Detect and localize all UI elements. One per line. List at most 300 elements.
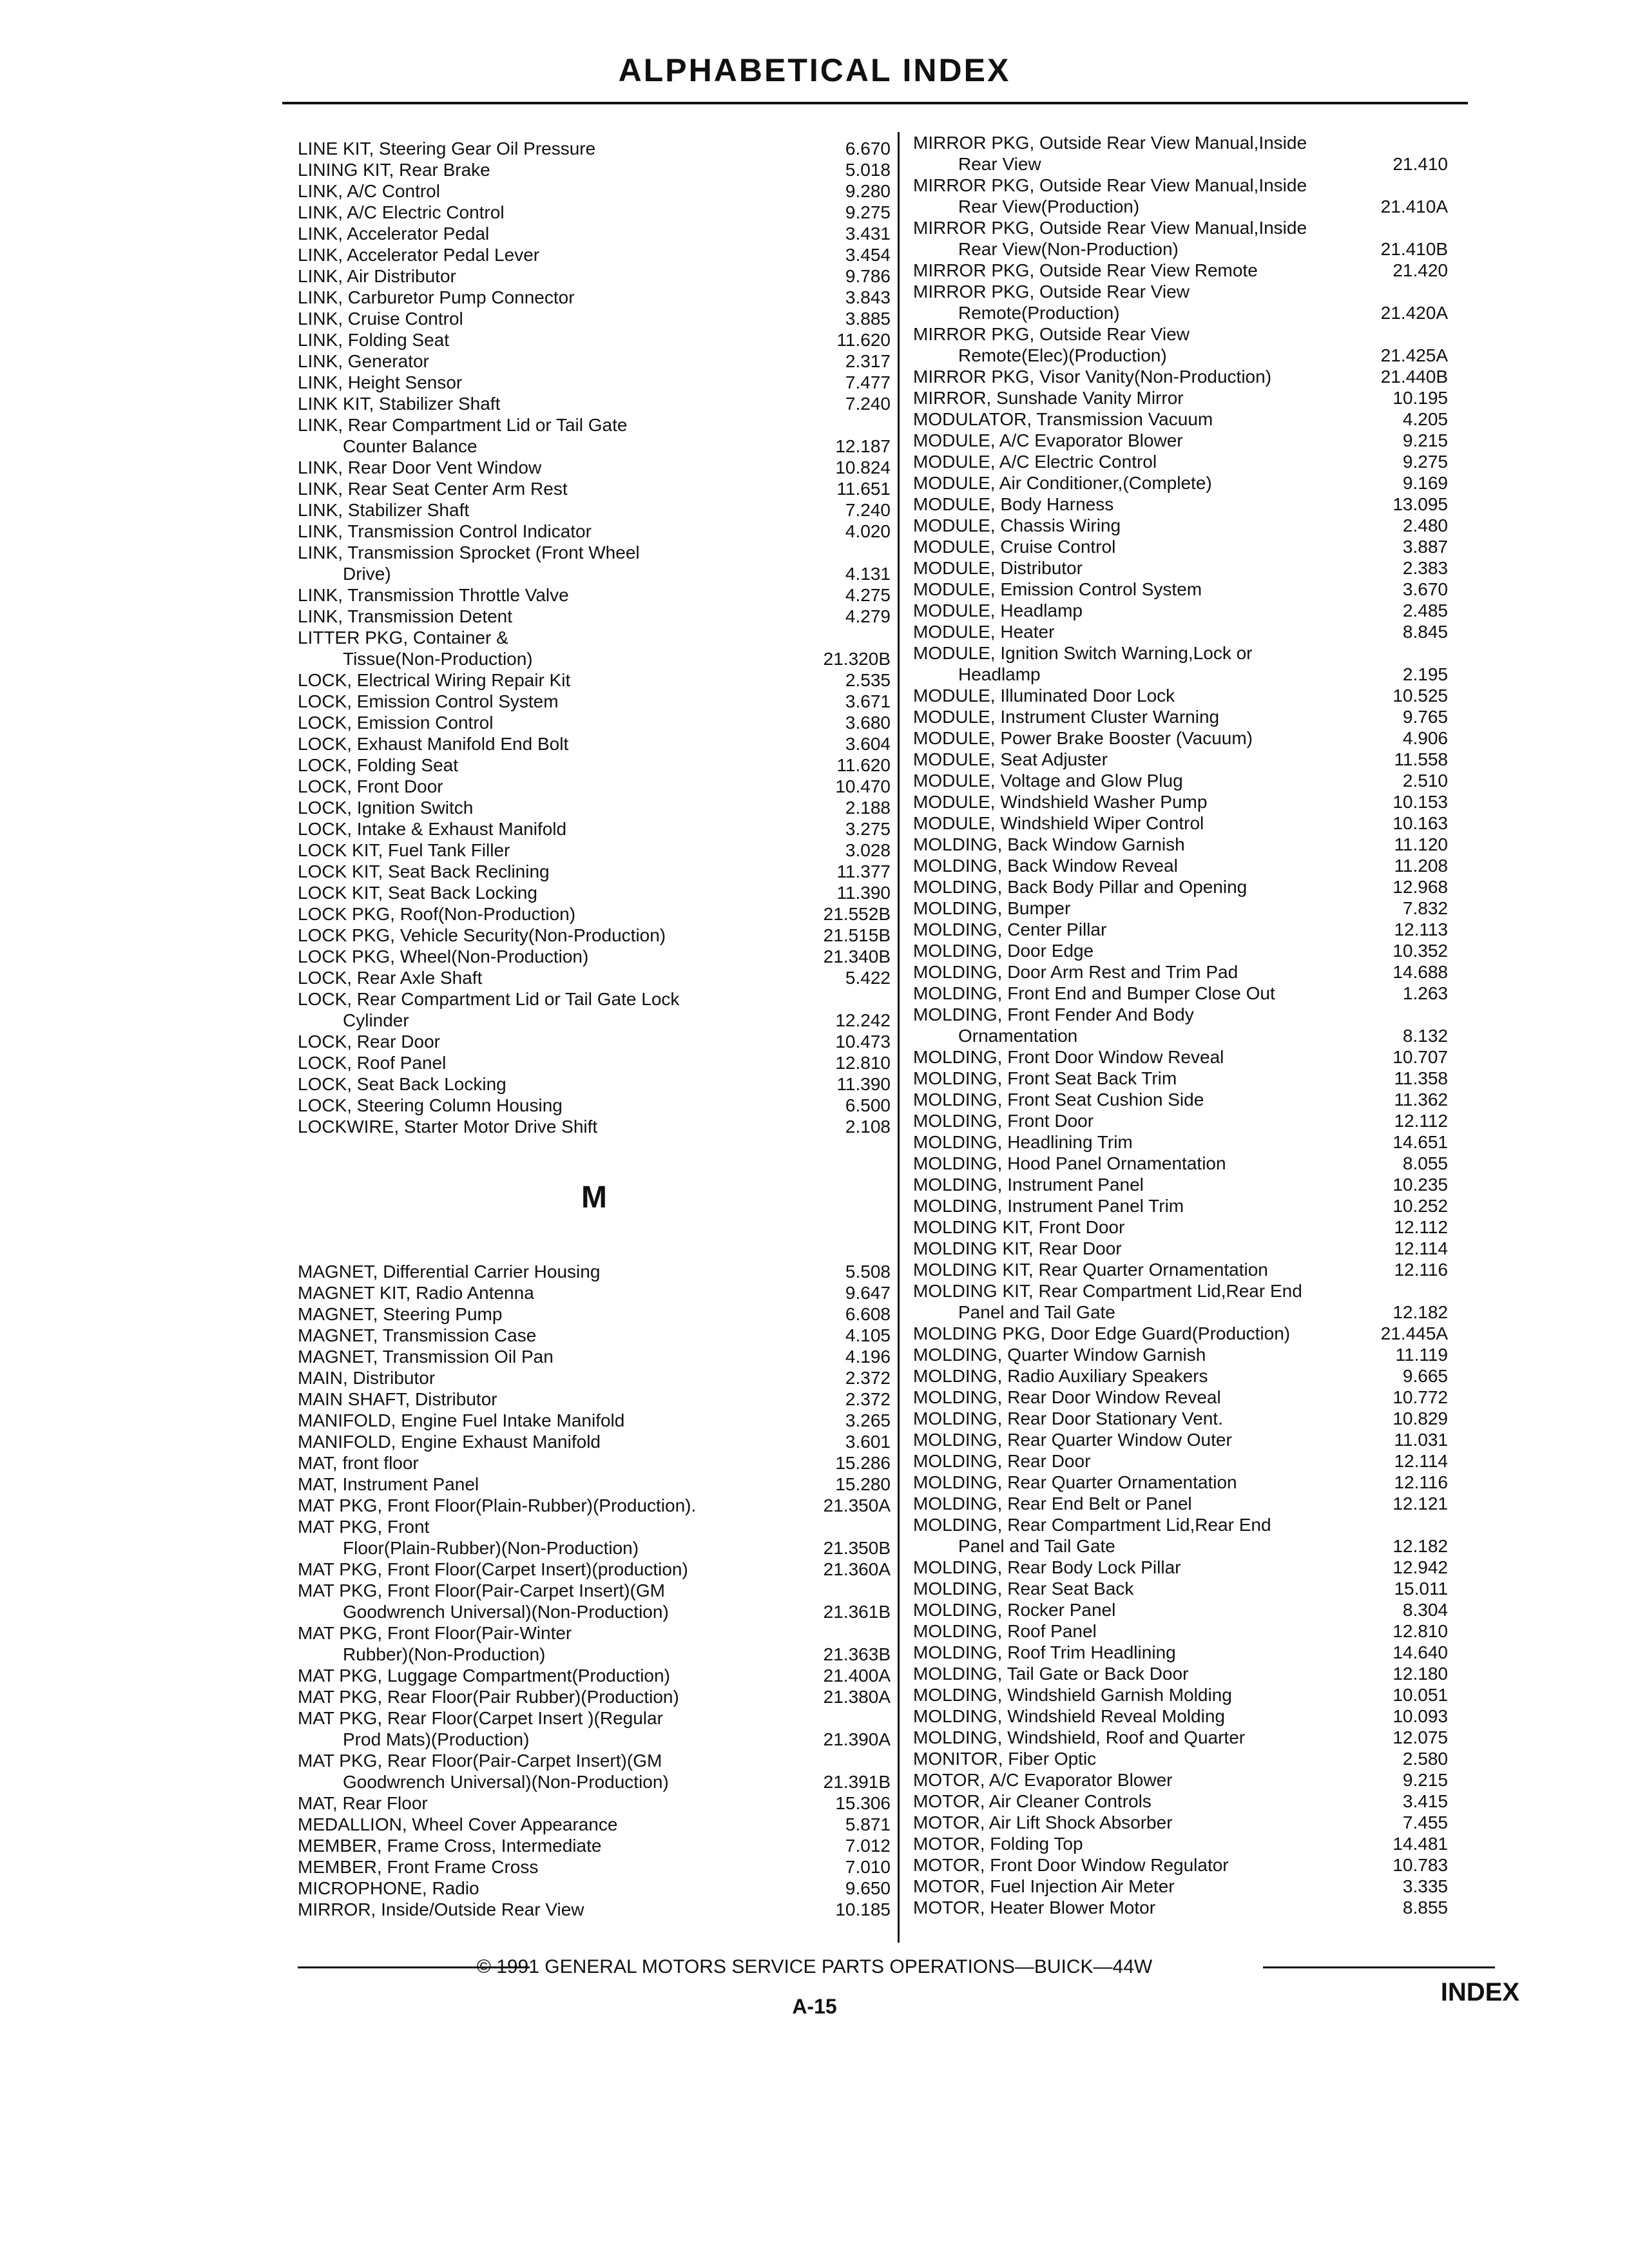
index-entry: [298, 1686, 891, 1707]
index-entry: [298, 1303, 891, 1325]
index-entry: [913, 1791, 1448, 1812]
index-entry-term: LINK, Rear Compartment Lid or Tail Gate: [298, 415, 628, 435]
index-entry: [913, 1620, 1448, 1642]
index-entry-page-ref: 21.440B: [1380, 367, 1448, 387]
index-entry: [913, 451, 1448, 472]
index-entry-term-continued: Panel and Tail Gate: [958, 1302, 1115, 1322]
index-entry: [298, 1325, 891, 1346]
index-entry-term: LINE KIT, Steering Gear Oil Pressure: [298, 139, 596, 159]
index-entry-page-ref: 21.350A: [823, 1495, 891, 1515]
index-entry: [298, 1073, 891, 1095]
index-entry-term: MOLDING KIT, Rear Door: [913, 1238, 1122, 1258]
index-entry: [298, 1389, 891, 1410]
index-entry-term: LOCK, Exhaust Manifold End Bolt: [298, 734, 569, 754]
index-entry: [913, 1174, 1448, 1195]
index-entry-term: LINK, A/C Control: [298, 181, 440, 201]
index-entry-page-ref: 8.304: [1402, 1600, 1448, 1620]
index-entry: [298, 1431, 891, 1452]
index-entry-page-ref: 2.372: [845, 1389, 891, 1409]
index-entry-page-ref: 21.445A: [1380, 1323, 1448, 1343]
index-entry-page-ref: 11.031: [1394, 1430, 1448, 1450]
index-entry: [913, 621, 1448, 642]
index-entry: [913, 1727, 1448, 1748]
index-entry-term: MAT, Instrument Panel: [298, 1474, 479, 1494]
index-entry-page-ref: 11.358: [1394, 1068, 1448, 1088]
index-entry: [298, 1367, 891, 1389]
index-entry-page-ref: 3.887: [1402, 537, 1448, 557]
index-entry-page-ref: 2.383: [1402, 558, 1448, 578]
index-entry-page-ref: 6.500: [845, 1095, 891, 1115]
index-entry-page-ref: 11.620: [836, 755, 891, 775]
index-entry-term: MODULE, Windshield Washer Pump: [913, 792, 1208, 812]
index-entry-page-ref: 12.810: [835, 1053, 891, 1073]
index-entry-page-ref: 21.410B: [1380, 239, 1448, 259]
index-entry-page-ref: 12.968: [1393, 877, 1448, 897]
index-entry-term: LOCK, Folding Seat: [298, 755, 459, 775]
index-entry-page-ref: 3.670: [1402, 579, 1448, 599]
index-entry: [298, 1878, 891, 1899]
index-entry: [913, 855, 1448, 876]
index-entry: [298, 627, 891, 669]
index-entry-term: MIRROR PKG, Visor Vanity(Non-Production): [913, 367, 1272, 387]
index-entry-term-continued: Goodwrench Universal)(Non-Production): [343, 1602, 669, 1622]
index-entry-page-ref: 1.263: [1402, 983, 1448, 1003]
index-entry-page-ref: 4.205: [1402, 409, 1448, 429]
index-entry-term: MODULE, Heater: [913, 622, 1055, 642]
index-entry-term-continued: Headlamp: [958, 664, 1041, 684]
index-entry-term: MODULE, Illuminated Door Lock: [913, 686, 1175, 706]
index-entry-term: MAGNET, Transmission Case: [298, 1325, 537, 1345]
title-rule: [282, 102, 1468, 104]
index-entry-term: LOCK, Ignition Switch: [298, 798, 474, 818]
index-entry-term: MIRROR PKG, Outside Rear View: [913, 282, 1190, 302]
index-entry-page-ref: 2.372: [845, 1368, 891, 1388]
index-entry: [913, 600, 1448, 621]
index-entry-term: LINING KIT, Rear Brake: [298, 160, 490, 180]
index-entry: [913, 1110, 1448, 1131]
index-entry-page-ref: 6.608: [845, 1304, 891, 1324]
index-entry-term: MAT PKG, Luggage Compartment(Production): [298, 1666, 670, 1686]
index-entry: [298, 797, 891, 818]
index-entry-term-continued: Tissue(Non-Production): [343, 649, 533, 669]
index-entry: [298, 244, 891, 265]
index-entry-term: MOTOR, Fuel Injection Air Meter: [913, 1876, 1175, 1896]
index-entry-page-ref: 10.093: [1393, 1706, 1448, 1726]
index-entry: [913, 898, 1448, 919]
index-entry-page-ref: 11.620: [836, 330, 891, 350]
index-entry-page-ref: 8.855: [1402, 1898, 1448, 1917]
index-entry: [913, 1897, 1448, 1918]
index-entry-page-ref: 10.707: [1393, 1047, 1448, 1067]
index-entry-term: MOLDING KIT, Rear Quarter Ornamentation: [913, 1260, 1268, 1280]
index-entry-page-ref: 11.651: [836, 479, 891, 499]
index-entry: [298, 308, 891, 329]
index-entry-term: MIRROR PKG, Outside Rear View Remote: [913, 260, 1258, 280]
index-entry-page-ref: 9.647: [845, 1283, 891, 1303]
index-entry-term: LOCK, Emission Control System: [298, 691, 559, 711]
index-entry: [298, 967, 891, 988]
index-entry: [913, 1472, 1448, 1493]
index-entry-page-ref: 3.604: [845, 734, 891, 754]
index-entry: [298, 1750, 891, 1792]
index-entry-page-ref: 21.410A: [1380, 197, 1448, 216]
index-entry: [913, 791, 1448, 812]
index-entry-page-ref: 12.182: [1393, 1302, 1448, 1322]
index-entry-term: MODULE, Distributor: [913, 558, 1083, 578]
index-entry-term: MOLDING, Roof Panel: [913, 1621, 1097, 1641]
index-entry-term: MAT PKG, Front: [298, 1517, 430, 1537]
index-entry-term: MOLDING, Front Door Window Reveal: [913, 1047, 1224, 1067]
index-entry-term: LINK KIT, Stabilizer Shaft: [298, 394, 501, 414]
index-entry-page-ref: 21.380A: [823, 1687, 891, 1707]
index-entry-page-ref: 10.235: [1393, 1175, 1448, 1195]
index-entry-page-ref: 12.942: [1393, 1557, 1448, 1577]
index-entry: [298, 1707, 891, 1750]
index-entry-term: MOLDING, Front Fender And Body: [913, 1004, 1194, 1024]
index-entry-page-ref: 2.188: [845, 798, 891, 818]
index-entry-page-ref: 12.075: [1393, 1727, 1448, 1747]
index-entry-page-ref: 3.454: [845, 245, 891, 265]
index-entry-term: LINK, Generator: [298, 351, 429, 371]
index-entry-page-ref: 11.120: [1394, 834, 1448, 854]
index-entry-term: MAIN, Distributor: [298, 1368, 436, 1388]
index-entry-page-ref: 21.420A: [1380, 303, 1448, 323]
index-entry-term: MAT PKG, Front Floor(Pair-Winter: [298, 1623, 572, 1643]
index-entry: [298, 223, 891, 244]
index-entry-page-ref: 6.670: [845, 139, 891, 159]
index-entry-page-ref: 12.116: [1394, 1472, 1448, 1492]
index-entry-page-ref: 12.113: [1394, 919, 1448, 939]
index-entry-page-ref: 12.114: [1394, 1238, 1448, 1258]
index-entry: [913, 940, 1448, 961]
index-entry-page-ref: 12.810: [1393, 1621, 1448, 1641]
index-entry: [913, 1089, 1448, 1110]
index-entry-term: LINK, Height Sensor: [298, 372, 463, 392]
index-entry: [298, 1580, 891, 1622]
index-entry-page-ref: 12.121: [1393, 1494, 1448, 1514]
index-entry: [913, 1599, 1448, 1620]
index-entry: [913, 642, 1448, 685]
index-entry-page-ref: 8.055: [1402, 1153, 1448, 1173]
index-entry: [298, 1814, 891, 1835]
index-entry-page-ref: 11.362: [1394, 1090, 1448, 1110]
index-entry-page-ref: 2.195: [1402, 664, 1448, 684]
index-entry-page-ref: 21.515B: [823, 925, 891, 945]
index-entry-page-ref: 4.275: [845, 585, 891, 605]
index-entry-term: MANIFOLD, Engine Exhaust Manifold: [298, 1432, 601, 1452]
index-entry-page-ref: 21.425A: [1380, 345, 1448, 365]
index-entry-page-ref: 9.215: [1402, 1770, 1448, 1790]
index-entry: [913, 1514, 1448, 1557]
index-entry: [913, 472, 1448, 494]
index-entry-term: LOCK, Rear Compartment Lid or Tail Gate Lock: [298, 989, 680, 1009]
index-entry-page-ref: 9.275: [1402, 452, 1448, 472]
index-entry-term: MOLDING, Rear Door: [913, 1451, 1091, 1471]
index-entry: [913, 834, 1448, 855]
index-entry-term: MEDALLION, Wheel Cover Appearance: [298, 1814, 618, 1834]
index-entry-term: MIRROR, Sunshade Vanity Mirror: [913, 388, 1184, 408]
index-entry-page-ref: 3.843: [845, 287, 891, 307]
index-entry: [298, 372, 891, 393]
index-entry-term: LOCK, Front Door: [298, 776, 443, 796]
index-entry: [298, 138, 891, 159]
index-entry-term: MAT PKG, Rear Floor(Pair Rubber)(Production): [298, 1687, 679, 1707]
index-entry: [298, 733, 891, 754]
index-entry-page-ref: 11.119: [1395, 1345, 1448, 1365]
index-entry: [298, 925, 891, 946]
index-entry-term: MOLDING, Center Pillar: [913, 919, 1107, 939]
index-entry: [913, 1238, 1448, 1259]
index-entry: [298, 1474, 891, 1495]
index-entry-term: MODULE, Power Brake Booster (Vacuum): [913, 728, 1253, 748]
index-entry-page-ref: 7.012: [845, 1836, 891, 1856]
index-entry: [913, 281, 1448, 323]
index-entry: [913, 494, 1448, 515]
index-entry-term: MAGNET KIT, Radio Antenna: [298, 1283, 534, 1303]
index-entry: [298, 754, 891, 776]
index-entry: [913, 557, 1448, 579]
index-entry: [913, 1046, 1448, 1068]
index-entry-term: MOLDING, Rear Quarter Window Outer: [913, 1430, 1232, 1450]
index-entry: [298, 1346, 891, 1367]
index-entry: [913, 430, 1448, 451]
index-entry-term: MOTOR, Front Door Window Regulator: [913, 1855, 1229, 1875]
index-entry: [913, 812, 1448, 834]
index-entry-term: MAGNET, Steering Pump: [298, 1304, 503, 1324]
index-entry: [913, 1365, 1448, 1387]
index-entry-page-ref: 12.112: [1394, 1111, 1448, 1131]
right-column: [913, 132, 1448, 1918]
index-entry-page-ref: 10.525: [1393, 686, 1448, 706]
index-entry: [913, 1876, 1448, 1897]
index-entry-page-ref: 4.906: [1402, 728, 1448, 748]
index-entry-page-ref: 10.352: [1393, 941, 1448, 961]
index-entry: [913, 770, 1448, 791]
index-list-m-continued: [913, 132, 1448, 1918]
index-entry-term: LINK, Transmission Throttle Valve: [298, 585, 569, 605]
index-entry-term-continued: Remote(Production): [958, 303, 1120, 323]
index-entry: [913, 876, 1448, 898]
index-entry-term: MOLDING, Windshield Garnish Molding: [913, 1685, 1232, 1705]
index-entry-page-ref: 10.829: [1393, 1408, 1448, 1428]
index-entry: [298, 287, 891, 308]
index-entry-page-ref: 10.772: [1393, 1387, 1448, 1407]
index-entry-term: MODULE, Body Harness: [913, 494, 1114, 514]
index-entry-term: LOCK, Intake & Exhaust Manifold: [298, 819, 567, 839]
index-entry: [913, 579, 1448, 600]
index-entry-page-ref: 14.651: [1393, 1132, 1448, 1152]
index-entry-term: MOTOR, A/C Evaporator Blower: [913, 1770, 1173, 1790]
index-entry-page-ref: 21.360A: [823, 1559, 891, 1579]
index-entry-term: LOCK, Steering Column Housing: [298, 1095, 563, 1115]
index-entry: [298, 946, 891, 967]
index-entry-term: MIRROR PKG, Outside Rear View Manual,Inside: [913, 133, 1307, 153]
index-entry-page-ref: 7.477: [845, 372, 891, 392]
index-entry-term: LITTER PKG, Container &: [298, 628, 508, 648]
index-entry-term-continued: Goodwrench Universal)(Non-Production): [343, 1772, 669, 1792]
index-entry-term: MAT PKG, Front Floor(Carpet Insert)(production): [298, 1559, 688, 1579]
index-entry-term-continued: Cylinder: [343, 1010, 409, 1030]
index-entry-term: MODULE, Voltage and Glow Plug: [913, 771, 1183, 791]
index-entry: [913, 260, 1448, 281]
index-entry-term: MODULE, Windshield Wiper Control: [913, 813, 1204, 833]
index-entry: [298, 1282, 891, 1303]
index-entry: [913, 408, 1448, 430]
index-entry: [913, 1216, 1448, 1238]
index-entry-page-ref: 5.871: [845, 1814, 891, 1834]
index-entry-term: MOLDING, Rocker Panel: [913, 1600, 1116, 1620]
index-entry-page-ref: 10.470: [835, 776, 891, 796]
index-entry-page-ref: 8.845: [1402, 622, 1448, 642]
index-entry-page-ref: 3.415: [1402, 1791, 1448, 1811]
index-entry: [913, 1429, 1448, 1450]
index-entry-term-continued: Prod Mats)(Production): [343, 1729, 530, 1749]
index-entry-term-continued: Remote(Elec)(Production): [958, 345, 1167, 365]
index-entry: [298, 988, 891, 1031]
index-entry-term: MOLDING, Windshield, Roof and Quarter: [913, 1727, 1246, 1747]
index-entry-page-ref: 21.552B: [823, 904, 891, 924]
index-entry: [298, 1899, 891, 1920]
index-entry-term: MOLDING KIT, Front Door: [913, 1217, 1125, 1237]
index-entry-page-ref: 15.306: [835, 1793, 891, 1813]
index-entry-term: MAIN SHAFT, Distributor: [298, 1389, 497, 1409]
index-entry-page-ref: 11.377: [836, 861, 891, 881]
index-entry-page-ref: 10.473: [835, 1032, 891, 1052]
section-label: INDEX: [1440, 1978, 1519, 2006]
index-entry-term-continued: Rear View(Production): [958, 197, 1140, 216]
index-entry: [298, 1095, 891, 1116]
index-entry-page-ref: 11.208: [1394, 856, 1448, 876]
index-entry: [913, 387, 1448, 408]
index-entry-page-ref: 7.240: [845, 394, 891, 414]
index-entry-term: MAT PKG, Front Floor(Plain-Rubber)(Production).: [298, 1495, 697, 1515]
index-entry: [913, 749, 1448, 770]
index-entry-page-ref: 14.640: [1393, 1642, 1448, 1662]
index-entry-page-ref: 5.422: [845, 968, 891, 988]
index-entry: [298, 1516, 891, 1559]
index-entry: [913, 515, 1448, 536]
index-entry-term: LINK, Stabilizer Shaft: [298, 500, 470, 520]
index-entry-term: MOLDING, Instrument Panel Trim: [913, 1196, 1184, 1216]
index-entry-term: MOLDING, Back Window Garnish: [913, 834, 1185, 854]
index-entry-term: MOLDING, Rear Compartment Lid,Rear End: [913, 1515, 1271, 1535]
index-entry-term-continued: Rear View: [958, 154, 1041, 174]
index-entry: [913, 132, 1448, 175]
index-entry: [913, 685, 1448, 706]
index-entry-term: MAGNET, Differential Carrier Housing: [298, 1262, 601, 1282]
index-entry-term: MIRROR PKG, Outside Rear View: [913, 324, 1190, 344]
index-entry-term: MODULE, Cruise Control: [913, 537, 1116, 557]
index-entry-page-ref: 2.510: [1402, 771, 1448, 791]
index-entry: [913, 366, 1448, 387]
index-entry-page-ref: 4.196: [845, 1347, 891, 1367]
footer-rule-right: [1263, 1966, 1495, 1968]
index-entry-page-ref: 10.185: [835, 1899, 891, 1919]
index-entry-term: LOCK KIT, Seat Back Reclining: [298, 861, 550, 881]
index-entry: [913, 1706, 1448, 1727]
index-entry-term: MODULE, A/C Evaporator Blower: [913, 430, 1183, 450]
index-entry-page-ref: 2.580: [1402, 1749, 1448, 1769]
index-entry-term: MODULE, Headlamp: [913, 601, 1083, 620]
index-entry-term: LOCK PKG, Roof(Non-Production): [298, 904, 576, 924]
index-entry-term: LOCK, Roof Panel: [298, 1053, 447, 1073]
index-entry-page-ref: 5.508: [845, 1262, 891, 1282]
index-entry-page-ref: 21.390A: [823, 1729, 891, 1749]
index-entry-term: MOLDING, Front End and Bumper Close Out: [913, 983, 1275, 1003]
left-column: [298, 138, 891, 1920]
index-entry-term: MAT PKG, Rear Floor(Pair-Carpet Insert)(GM: [298, 1751, 662, 1771]
index-entry-page-ref: 3.275: [845, 819, 891, 839]
index-entry-term: MONITOR, Fiber Optic: [913, 1749, 1097, 1769]
index-entry-term: MOLDING, Rear Quarter Ornamentation: [913, 1472, 1237, 1492]
index-entry: [913, 1450, 1448, 1472]
index-entry: [298, 159, 891, 180]
index-entry-page-ref: 9.280: [845, 181, 891, 201]
index-entry: [298, 1452, 891, 1474]
index-entry-term: MOLDING, Tail Gate or Back Door: [913, 1664, 1189, 1684]
index-entry: [298, 1559, 891, 1580]
index-entry: [913, 1663, 1448, 1684]
index-entry-page-ref: 10.163: [1393, 813, 1448, 833]
index-entry: [298, 882, 891, 903]
index-entry-term: MODULE, Ignition Switch Warning,Lock or: [913, 643, 1253, 663]
index-entry-term: MODULE, Chassis Wiring: [913, 515, 1121, 535]
index-entry-page-ref: 21.400A: [823, 1666, 891, 1686]
index-entry: [913, 1195, 1448, 1216]
index-entry-page-ref: 12.114: [1394, 1451, 1448, 1471]
index-entry: [298, 1052, 891, 1073]
page-title: ALPHABETICAL INDEX: [618, 52, 1011, 88]
index-entry-page-ref: 9.275: [845, 202, 891, 222]
index-entry: [298, 1856, 891, 1878]
index-entry: [298, 840, 891, 861]
index-entry-term: MOLDING, Instrument Panel: [913, 1175, 1144, 1195]
index-entry-term: LINK, Folding Seat: [298, 330, 450, 350]
index-entry-term: MOLDING, Headlining Trim: [913, 1132, 1133, 1152]
index-entry: [913, 1642, 1448, 1663]
index-entry: [298, 1116, 891, 1137]
index-entry-term: MOLDING, Front Seat Cushion Side: [913, 1090, 1204, 1110]
index-entry-term: MOTOR, Air Cleaner Controls: [913, 1791, 1152, 1811]
index-entry: [298, 542, 891, 584]
index-entry-term: MOLDING, Quarter Window Garnish: [913, 1345, 1206, 1365]
index-entry-term: MOLDING, Back Window Reveal: [913, 856, 1178, 876]
index-entry: [298, 903, 891, 925]
index-entry-term: LOCK PKG, Vehicle Security(Non-Production): [298, 925, 666, 945]
index-entry-term: LOCK, Electrical Wiring Repair Kit: [298, 670, 571, 690]
index-entry: [913, 1004, 1448, 1046]
index-entry-term: MEMBER, Front Frame Cross: [298, 1857, 539, 1877]
index-entry-term: MAGNET, Transmission Oil Pan: [298, 1347, 554, 1367]
index-entry: [913, 1280, 1448, 1323]
index-entry-term-continued: Rubber)(Non-Production): [343, 1644, 546, 1664]
index-entry-term: MOLDING, Door Edge: [913, 941, 1094, 961]
index-entry: [298, 691, 891, 712]
index-entry: [913, 1833, 1448, 1854]
index-entry: [298, 414, 891, 457]
index-entry-term: LINK, Rear Door Vent Window: [298, 457, 542, 477]
index-entry: [298, 584, 891, 606]
index-entry-page-ref: 5.018: [845, 160, 891, 180]
index-entry-term: LINK, Rear Seat Center Arm Rest: [298, 479, 568, 499]
index-entry-page-ref: 15.286: [835, 1453, 891, 1473]
index-entry-term: MOLDING, Hood Panel Ornamentation: [913, 1153, 1226, 1173]
index-entry-term: LOCK, Rear Axle Shaft: [298, 968, 483, 988]
index-entry-page-ref: 8.132: [1402, 1026, 1448, 1046]
index-entry-term: MOLDING, Rear Seat Back: [913, 1579, 1134, 1599]
index-entry-term: MIRROR PKG, Outside Rear View Manual,Inside: [913, 218, 1307, 238]
index-entry-page-ref: 14.688: [1393, 962, 1448, 982]
